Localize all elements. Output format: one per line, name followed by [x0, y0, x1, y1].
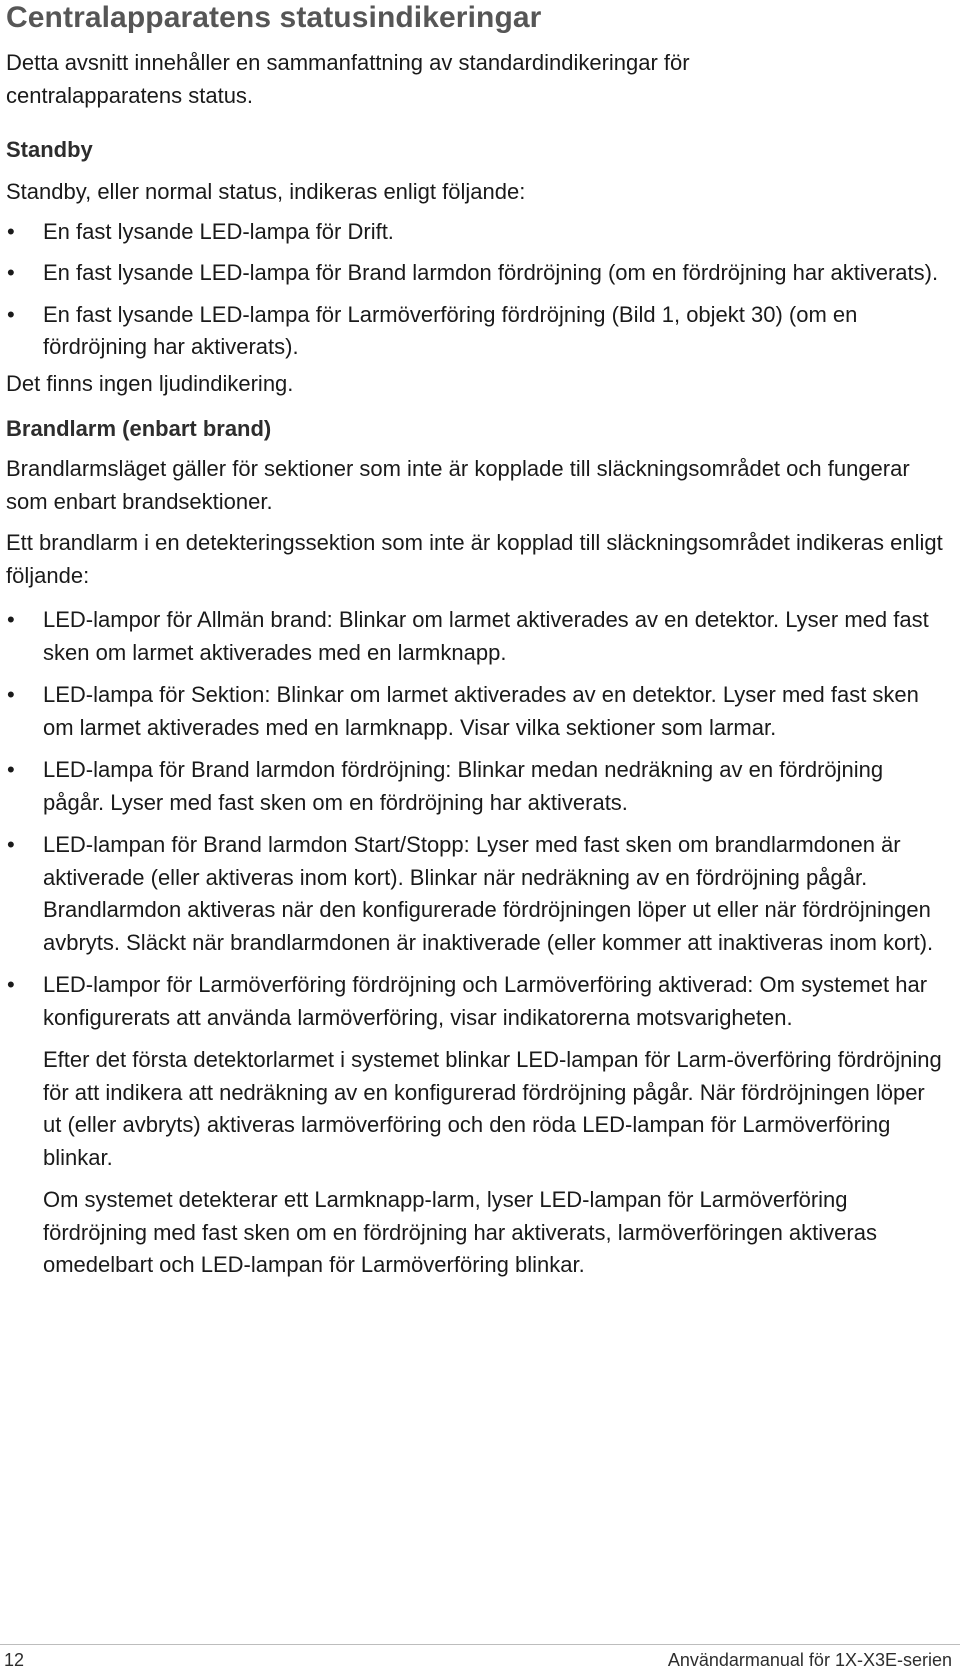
bullet-icon: • — [7, 972, 15, 997]
section-title-fire-alarm: Brandlarm (enbart brand) — [6, 416, 272, 441]
fire-sub-paragraph-1: Efter det första detektorlarmet i systemet blinkar LED-lampan för Larm-överföring fördröjning för att indikera att nedräkning av en konfigurerad fördröjning pågår. När fördröjningen löper ut (eller avbryts) aktiveras larmöverföring och den röda LED-lampan för Larmöverföring blinkar. — [43, 1047, 942, 1170]
bullet-icon: • — [7, 832, 15, 857]
standby-lead: Standby, eller normal status, indikeras enligt följande: — [6, 179, 526, 204]
page-number: 12 — [4, 1650, 25, 1670]
document-title: Användarmanual för 1X-X3E-serien — [667, 1650, 952, 1670]
intro-paragraph: Detta avsnitt innehåller en sammanfattning av standardindikeringar för centralapparatens status. — [6, 50, 690, 108]
bullet-icon: • — [7, 260, 15, 285]
standby-bullet-list — [6, 216, 944, 364]
bullet-icon: • — [7, 682, 15, 707]
list-item-text: En fast lysande LED-lampa för Brand larmdon fördröjning (om en fördröjning har aktiverats). — [43, 260, 939, 285]
list-item — [6, 604, 944, 669]
standby-note: Det finns ingen ljudindikering. — [6, 370, 294, 396]
list-item — [6, 754, 944, 819]
bullet-icon: • — [7, 757, 15, 782]
list-item — [6, 969, 944, 1034]
fire-paragraph-1: Brandlarmsläget gäller för sektioner som inte är kopplade till släckningsområdet och fungerar som enbart brandsektioner. — [6, 456, 910, 514]
list-item-text: En fast lysande LED-lampa för Larmöverföring fördröjning (Bild 1, objekt 30) (om en fördröjning har aktiverats). — [43, 301, 858, 359]
list-item-text: LED-lampor för Larmöverföring fördröjning och Larmöverföring aktiverad: Om systemet har konfigurerats att använda larmöverföring, visar indikatorerna motsvarigheten. — [43, 972, 928, 1030]
list-item — [6, 829, 944, 959]
bullet-icon: • — [7, 607, 15, 632]
section-title-standby: Standby — [6, 137, 93, 162]
fire-sub-paragraph-2: Om systemet detekterar ett Larmknapp-larm, lyser LED-lampan för Larmöverföring fördröjning med fast sken om en fördröjning har aktiverats, larmöverföringen aktiveras omedelbart och LED-lampan för Larmöverföring blinkar. — [43, 1187, 877, 1277]
fire-bullet-list — [6, 604, 944, 1034]
bullet-icon: • — [7, 218, 15, 244]
list-item — [6, 257, 944, 290]
footer-divider — [0, 1644, 960, 1645]
list-item-text: En fast lysande LED-lampa för Drift. — [43, 218, 394, 244]
bullet-icon: • — [7, 301, 15, 327]
page-footer — [0, 1644, 960, 1674]
list-item-text: LED-lampa för Brand larmdon fördröjning: Blinkar medan nedräkning av en fördröjning pågår. Lyser med fast sken om en fördröjning har aktiverats. — [43, 757, 884, 815]
list-item-text: LED-lampan för Brand larmdon Start/Stopp: Lyser med fast sken om brandlarmdonen är aktiverade (eller aktiveras inom kort). Blinkar när nedräkning av en fördröjning pågår. Brandlarmdon aktiveras när den konfigurerade fördröjningen löper ut eller när fördröjningen avbryts. Släckt när brandlarmdonen är inaktiverade (eller kommer att inaktiveras inom kort). — [43, 832, 934, 955]
list-item — [6, 299, 944, 364]
list-item — [6, 216, 944, 249]
list-item-text: LED-lampa för Sektion: Blinkar om larmet aktiverades av en detektor. Lyser med fast sken om larmet aktiverades med en larmknapp. Visar vilka sektioner som larmar. — [43, 682, 919, 740]
fire-paragraph-2: Ett brandlarm i en detekteringssektion som inte är kopplad till släckningsområdet indikeras enligt följande: — [6, 530, 943, 588]
document-page — [6, 0, 944, 1282]
page-heading: Centralapparatens statusindikeringar — [6, 1, 542, 34]
list-item — [6, 679, 944, 744]
list-item-text: LED-lampor för Allmän brand: Blinkar om larmet aktiverades av en detektor. Lyser med fast sken om larmet aktiverades med en larmknapp. — [43, 607, 929, 665]
